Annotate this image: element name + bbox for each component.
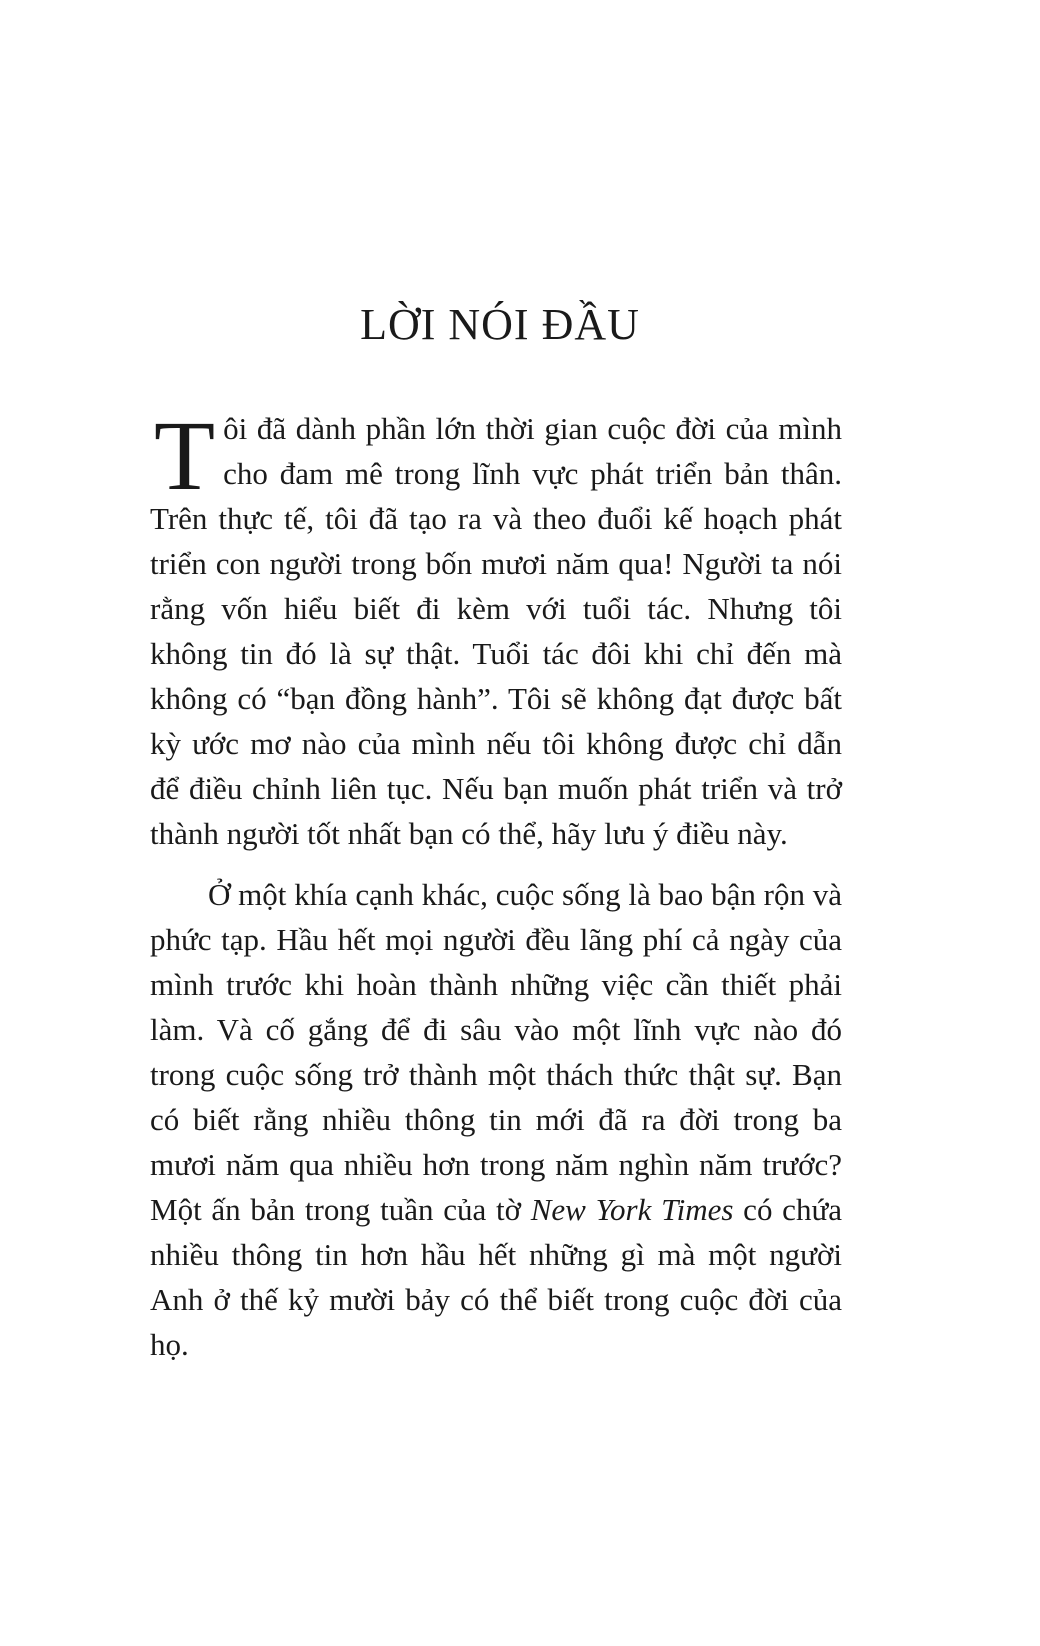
- paragraph-2-text-before: Ở một khía cạnh khác, cuộc sống là bao bận rộn và phức tạp. Hầu hết mọi người đều lãng phí cả ngày của mình trước khi hoàn thành những việc cần thiết phải làm. Và cố gắng để đi sâu vào một lĩnh vực nào đó trong cuộc sống trở thành một thách thức thật sự. Bạn có biết rằng nhiều thông tin mới đã ra đời trong ba mươi năm qua nhiều hơn trong năm nghìn năm trước? Một ấn bản trong tuần của tờ: [150, 877, 842, 1227]
- paragraph-1-text: ôi đã dành phần lớn thời gian cuộc đời của mình cho đam mê trong lĩnh vực phát triển bản thân. Trên thực tế, tôi đã tạo ra và theo đuổi kế hoạch phát triển con người trong bốn mươi năm qua! Người ta nói rằng vốn hiểu biết đi kèm với tuổi tác. Nhưng tôi không tin đó là sự thật. Tuổi tác đôi khi chỉ đến mà không có “bạn đồng hành”. Tôi sẽ không đạt được bất kỳ ước mơ nào của mình nếu tôi không được chỉ dẫn để điều chỉnh liên tục. Nếu bạn muốn phát triển và trở thành người tốt nhất bạn có thể, hãy lưu ý điều này.: [150, 411, 842, 851]
- paragraph-2-text-after: có chứa nhiều thông tin hơn hầu hết những gì mà một người Anh ở thế kỷ mười bảy có thể biết trong cuộc đời của họ.: [150, 1192, 843, 1362]
- paragraph-2: [150, 872, 842, 1367]
- newspaper-title: New York Times: [530, 1192, 734, 1227]
- body-text: [150, 400, 843, 1367]
- page-title: LỜI NÓI ĐẦU: [360, 300, 640, 349]
- paragraph-1: [150, 400, 842, 856]
- drop-cap-letter: T: [154, 400, 216, 511]
